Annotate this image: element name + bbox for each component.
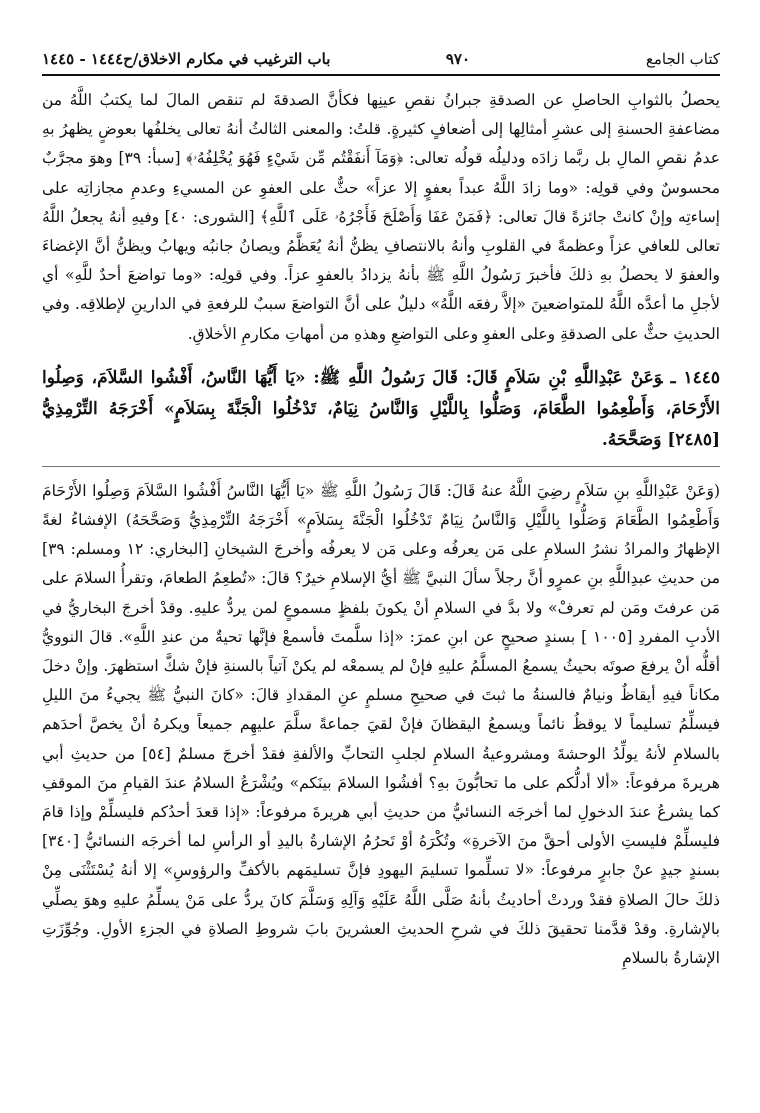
chapter-title: باب الترغيب في مكارم الاخلاق/ح١٤٤٤ - ١٤٤٥ — [42, 50, 331, 68]
header-divider — [42, 74, 720, 76]
page-header — [42, 48, 720, 74]
commentary-paragraph: (وَعَنْ عَبْدِاللَّهِ بنِ سَلاَمٍ رضِيَ اللَّهُ عنهُ قَالَ: قَالَ رَسُولُ اللَّهِ ﷺ «يَا أَيُّهَا النَّاسُ أَفْشُوا السَّلاَمَ وَصِلُوا الأَرْحَامَ وَأَطْعِمُوا الطَّعَامَ وَصَلُّوا بِاللَّيْلِ وَالنَّاسُ نِيَامٌ تَدْخُلُوا الْجَنَّةَ بِسَلاَمٍ» أَخْرَجَهُ التِّرْمِذِيُّ وَصَحَّحَهُ) الإفشاءُ لغةً الإظهارُ والمرادُ نشرُ السلامِ على مَن يعرفُه وعلى مَن لا يعرفُه وأخرجَ الشيخانِ [البخاري: ١٢ ومسلم: ٣٩] من حديثِ عبدِاللَّهِ بنِ عمرٍو أنَّ رجلاً سألَ النبيَّ ﷺ أيُّ الإسلامِ خيرٌ؟ قالَ: «تُطعِمُ الطعامَ، وتقرأُ السلامَ على مَن عرفتَ ومَن لم تعرفْ» ولا بدَّ في السلامِ أنْ يكونَ بلفظٍ مسموعٍ لمن يردُّ عليهِ. وقدْ أخرجَ البخاريُّ في الأدبِ المفردِ [١٠٠٥ ] بسندٍ صحيحٍ عن ابنِ عمرَ: «إذا سلَّمتَ فأسمعْ فإنَّها تحيةٌ من عندِ اللَّهِ». قالَ النوويُّ أقلُّه أنْ يرفعَ صوتَه بحيثُ يسمعُ المسلَّمُ عليهِ فإنْ لم يسمعْه لم يكنْ آتياً بالسنةِ فإنْ شكَّ استظهرَ. وإنْ دخلَ مكاناً فيهِ أيقاظٌ ونيامٌ فالسنةُ ما ثبتَ في صحيحِ مسلمٍ عنِ المقدادِ قالَ: «كانَ النبيُّ ﷺ يجيءُ منَ الليلِ فيسلِّمُ تسليماً لا يوقظُ نائماً ويسمعُ اليقظانَ فإنْ لقيَ جماعةً سلَّمَ عليهِم جميعاً ويكرهُ أنْ يخصَّ أحدَهم بالسلامِ لأنهُ يولِّدُ الوحشةَ ومشروعيةُ السلامِ لجلبِ التحابِّ والألفةِ فقدْ أخرجَ مسلمٌ [٥٤] من حديثِ أبي هريرةَ مرفوعاً: «ألا أدلُّكم على ما تحابُّونَ بهِ؟ أفشُوا السلامَ بينَكم» ويُشْرَعُ السلامُ عندَ القيامِ منَ الموقفِ كما يشرعُ عندَ الدخولِ لما أخرجَه النسائيُّ من حديثِ أبي هريرةَ مرفوعاً: «إذا قعدَ أحدُكم فليسلِّمْ وإذا قامَ فليسلِّمْ فليستِ الأولى أحقَّ منَ الآخرةِ» وتُكْرَهُ أوْ تَحرُمُ الإشارةُ باليدِ أو الرأسِ لما أخرجَه النسائيُّ [٣٤٠] بسندٍ جيدٍ عنْ جابرٍ مرفوعاً: «لا تسلِّموا تسليمَ اليهودِ فإنَّ تسليمَهم بالأكفِّ والرؤوسِ» إلا أنهُ يُسْتَثْنَى مِنْ ذلكَ حالَ الصلاةِ فقدْ وردتْ أحاديثُ بأنهُ صَلَّى اللَّهُ عَلَيْهِ وَآلِهِ وَسَلَّمَ كانَ يردُّ على مَنْ يسلِّمُ عليهِ وهوَ يصلِّي بالإشارةِ. وقدْ قدَّمنا تحقيقَ ذلكَ في شرحِ الحديثِ العشرينَ بابَ شروطِ الصلاةِ في الجزءِ الأولِ. وجُوِّزَتِ الإشارةُ بالسلامِ — [42, 481, 720, 968]
page-body — [42, 86, 720, 973]
page-number: ٩٧٠ — [445, 50, 470, 68]
hadith-block — [42, 363, 720, 456]
hadith-number: ١٤٤٥ ـ — [670, 367, 720, 388]
intro-paragraph: يحصلُ بالثوابِ الحاصلِ عن الصدقةِ جبرانُ نقصِ عينِها فكأنَّ الصدقةَ لم تنقص المالَ لما يكتبُ اللَّهُ من مضاعفةِ الحسنةِ إلى عشرِ أمثالِها إلى أضعافٍ كثيرةٍ. قلتُ: والمعنى الثالثُ أنهُ تعالى يخلفُها بعوضٍ يظهرُ بهِ عدمُ نقصِ المالِ بل ربَّما زادَه ودليلُه قولُه تعالى: ﴿وَمَآ أَنفَقْتُم مِّن شَيْءٍ فَهُوَ يُخْلِفُهُۥ﴾ [سبأ: ٣٩] وهوَ مجرَّبٌ محسوسٌ وفي قولِه: «وما زادَ اللَّهُ عبداً بعفوٍ إلا عزاً» حثٌّ على العفوِ عن المسيءِ وعدمِ مجازاتِه على إساءتِه وإنْ كانتْ جائزةً قالَ تعالى: ﴿فَمَنْ عَفَا وَأَصْلَحَ فَأَجْرُهُۥ عَلَى ٱللَّهِ﴾ [الشورى: ٤٠] وفيهِ أنهُ يجعلُ اللَّهُ تعالى للعافي عزاً وعظمةً في القلوبِ وأنهُ بالانتصافِ يظنُّ أنهُ يُعَظَّمُ ويصانُ جانبُه ويهابُ ويظنُّ أنَّ الإغضاءَ والعفوَ لا يحصلُ بهِ ذلكَ فأخبرَ رَسُولُ اللَّهِ ﷺ بأنهُ يزدادُ بالعفوِ عزاً. وفي قولِه: «وما تواضعَ أحدٌ للَّهِ» أي لأجلِ ما أعدَّه اللَّهُ للمتواضعينَ «إلاَّ رفعَه اللَّهُ» دليلٌ على أنَّ التواضعَ سببٌ للرفعةِ في الدارينِ لإطلاقِه. وفي الحديثِ حثٌّ على الصدقةِ وعلى العفوِ وعلى التواضعِ وهذهِ من أمهاتِ مكارمِ الأخلاقِ. — [42, 91, 720, 343]
hadith-text: وَعَنْ عَبْدِاللَّهِ بْنِ سَلاَمٍ قَالَ: قَالَ رَسُولُ اللَّهِ ﷺ: «يَا أَيُّهَا النَّاسُ، أَفْشُوا السَّلاَمَ، وَصِلُوا الأَرْحَامَ، وَأَطْعِمُوا الطَّعَامَ، وَصَلُّوا بِاللَّيْلِ وَالنَّاسُ نِيَامٌ، تَدْخُلُوا الْجَنَّةَ بِسَلاَمٍ» أَخْرَجَهُ التِّرْمِذِيُّ [٢٤٨٥] وَصَحَّحَهُ. — [42, 367, 720, 450]
section-divider — [42, 466, 720, 467]
book-title: كتاب الجامع — [645, 50, 720, 68]
